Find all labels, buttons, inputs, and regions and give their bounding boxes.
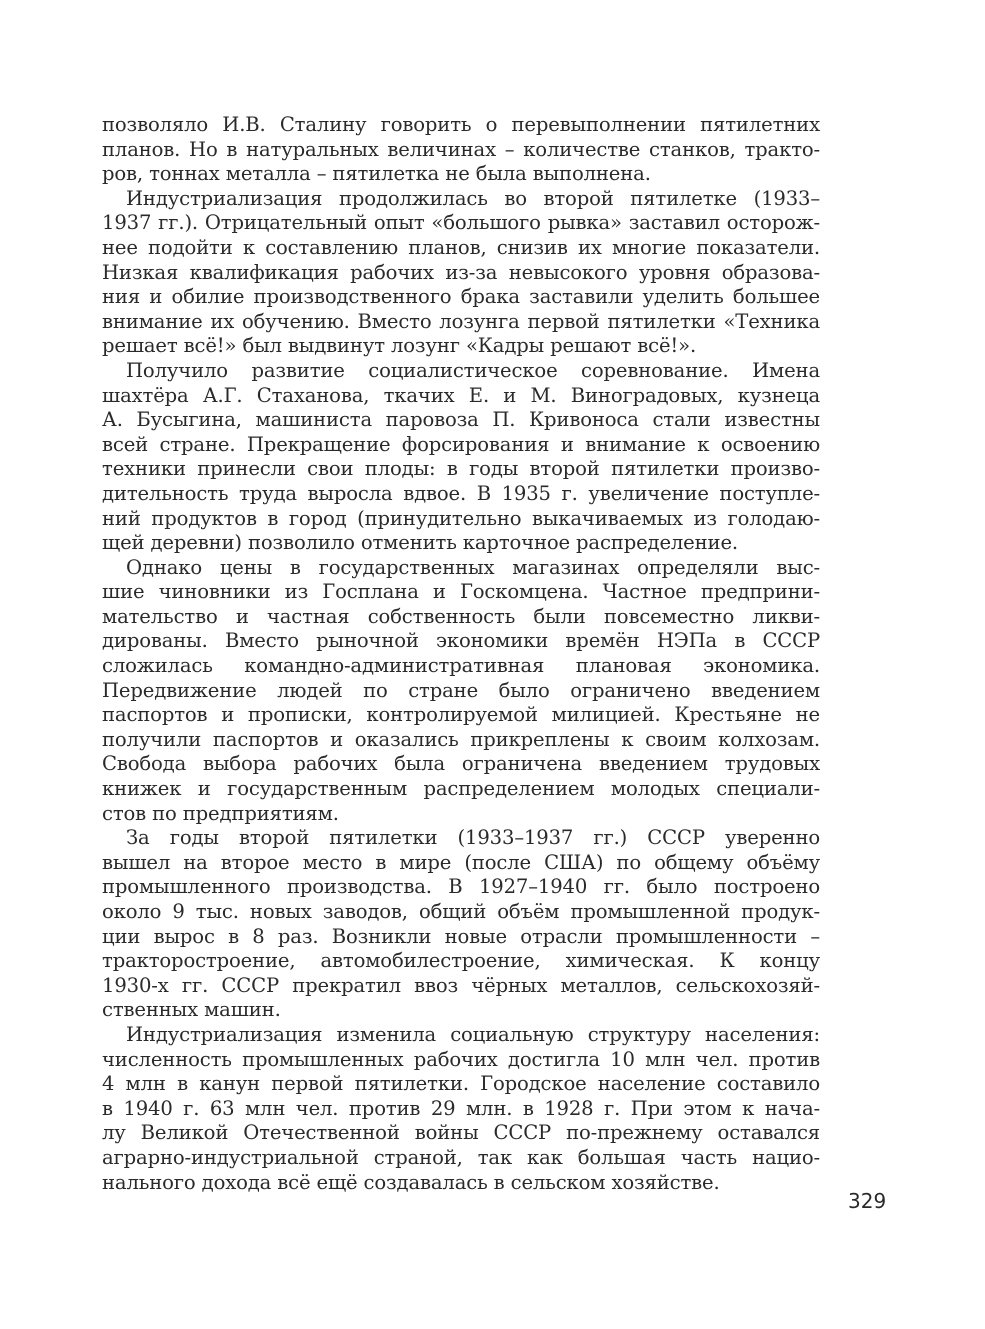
text-line: книжек и государственным распределением молодых специали-	[102, 777, 820, 801]
text-line: Однако цены в государственных магазинах определяли выс-	[126, 555, 820, 579]
text-line: дительность труда выросла вдвое. В 1935 г. увеличение поступле-	[102, 481, 820, 505]
text-line: Низкая квалификация рабочих из-за невысокого уровня образова-	[102, 260, 820, 284]
paragraph	[102, 359, 820, 556]
text-line: щей деревни) позволило отменить карточное распределение.	[102, 531, 738, 555]
text-line: ции вырос в 8 раз. Возникли новые отрасли промышленности –	[102, 924, 820, 948]
text-line: За годы второй пятилетки (1933–1937 гг.) СССР уверенно	[126, 826, 820, 850]
text-line: нального дохода всё ещё создавалась в сельском хозяйстве.	[102, 1170, 720, 1194]
text-line: паспортов и прописки, контролируемой милицией. Крестьяне не	[102, 703, 820, 727]
text-line: Свобода выбора рабочих была ограничена введением трудовых	[102, 752, 820, 776]
text-line: Индустриализация продолжилась во второй пятилетке (1933–	[126, 186, 820, 210]
text-line: тракторостроение, автомобилестроение, химическая. К концу	[102, 949, 820, 973]
text-line: мательство и частная собственность были повсеместно ликви-	[102, 604, 820, 628]
text-line: А. Бусыгина, машиниста паровоза П. Кривоноса стали известны	[102, 408, 820, 432]
text-line: техники принесли свои плоды: в годы второй пятилетки произво-	[102, 457, 820, 481]
text-line: 1930-х гг. СССР прекратил ввоз чёрных металлов, сельскохозяй-	[102, 973, 820, 997]
text-line: лу Великой Отечественной войны СССР по-прежнему оставался	[102, 1121, 820, 1145]
text-line: около 9 тыс. новых заводов, общий объём промышленной продук-	[102, 900, 820, 923]
text-line: 4 млн в канун первой пятилетки. Городское население составило	[102, 1072, 820, 1096]
text-line: стов по предприятиям.	[102, 801, 339, 825]
text-line: позволяло И.В. Сталину говорить о перевыполнении пятилетних	[102, 113, 820, 136]
text-line: сложилась командно-административная плановая экономика.	[102, 654, 820, 678]
paragraph	[102, 187, 820, 359]
text-line: внимание их обучению. Вместо лозунга первой пятилетки «Техника	[102, 309, 820, 333]
text-line: всей стране. Прекращение форсирования и внимание к освоению	[102, 432, 820, 456]
text-line: Передвижение людей по стране было ограничено введением	[102, 678, 820, 702]
text-line: ний продуктов в город (принудительно выкачиваемых из голодаю-	[102, 506, 820, 530]
text-line: ния и обилие производственного брака заставили уделить большее	[102, 285, 820, 309]
text-line: получили паспортов и оказались прикреплены к своим колхозам.	[102, 727, 820, 751]
text-line: численность промышленных рабочих достигла 10 млн чел. против	[102, 1047, 820, 1071]
paragraph	[102, 113, 820, 187]
paragraph	[102, 556, 820, 827]
paragraph	[102, 826, 820, 1023]
paragraph	[102, 1023, 820, 1195]
text-line: дированы. Вместо рыночной экономики времён НЭПа в СССР	[102, 629, 820, 653]
page-number: 329	[848, 1189, 887, 1213]
text-line: Получило развитие социалистическое соревнование. Имена	[126, 358, 820, 382]
text-line: ственных машин.	[102, 998, 281, 1022]
text-line: решает всё!» был выдвинут лозунг «Кадры решают всё!».	[102, 334, 697, 358]
text-line: 1937 гг.). Отрицательный опыт «большого рывка» заставил осторож-	[102, 211, 820, 235]
text-line: аграрно-индустриальной страной, так как большая часть нацио-	[102, 1145, 820, 1169]
text-line: вышел на второе место в мире (после США) по общему объёму	[102, 850, 820, 874]
body-text	[102, 113, 820, 1195]
text-line: ров, тоннах металла – пятилетка не была выполнена.	[102, 162, 651, 186]
text-line: в 1940 г. 63 млн чел. против 29 млн. в 1928 г. При этом к нача-	[102, 1096, 820, 1120]
text-line: планов. Но в натуральных величинах – количестве станков, тракто-	[102, 137, 820, 161]
text-line: Индустриализация изменила социальную структуру населения:	[126, 1022, 820, 1046]
text-line: нее подойти к составлению планов, снизив их многие показатели.	[102, 235, 820, 259]
text-line: шахтёра А.Г. Стаханова, ткачих Е. и М. Виноградовых, кузнеца	[102, 383, 820, 407]
text-line: промышленного производства. В 1927–1940 гг. было построено	[102, 875, 820, 899]
text-line: шие чиновники из Госплана и Госкомцена. Частное предприни-	[102, 580, 820, 604]
